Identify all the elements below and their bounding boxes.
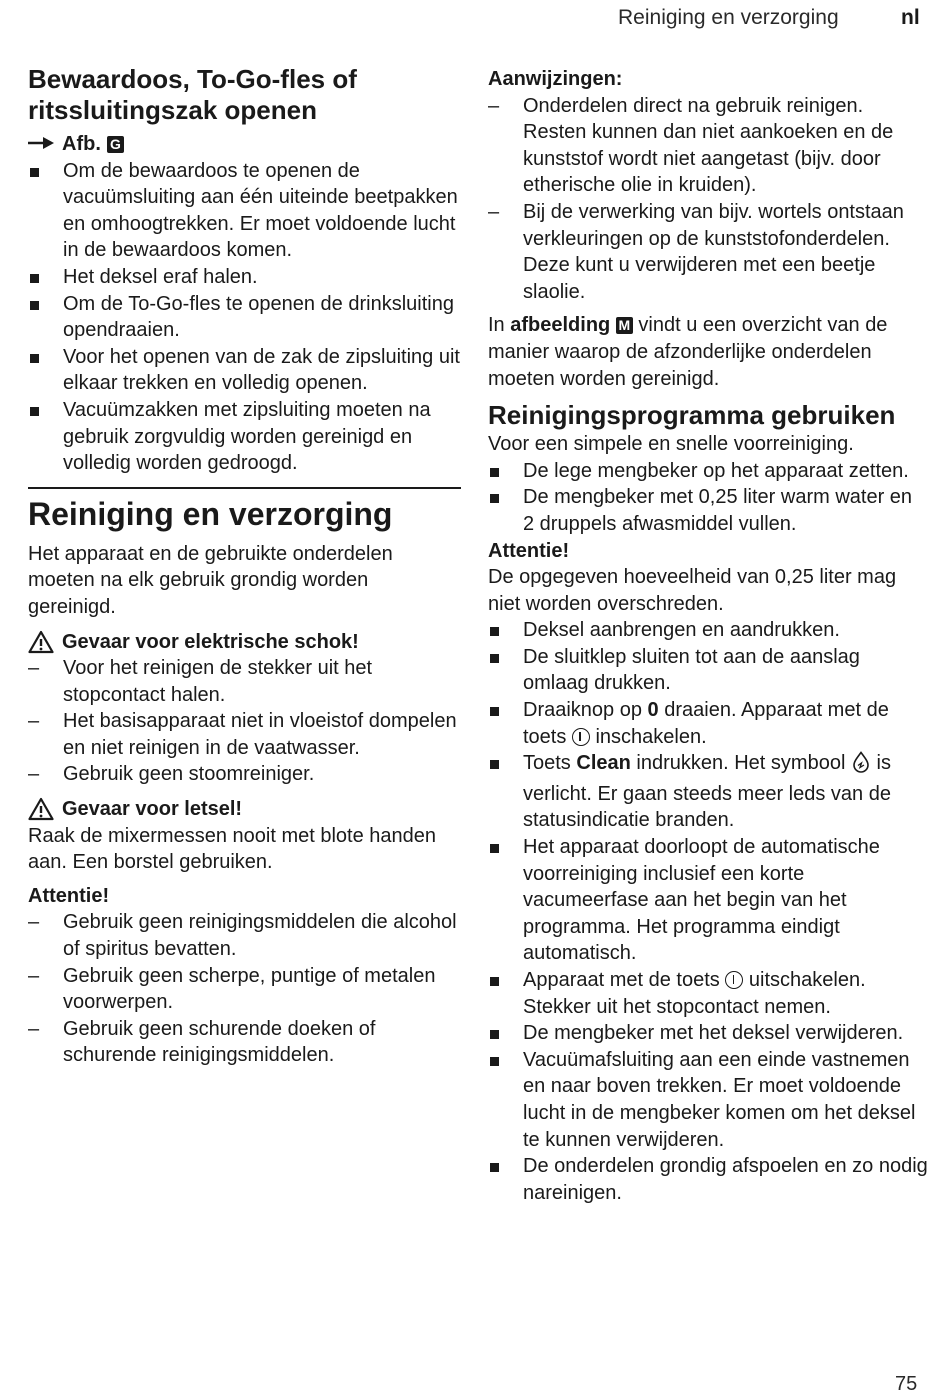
figure-letter-badge: G <box>107 136 124 153</box>
left-column <box>28 64 461 1069</box>
program-steps-b <box>488 617 928 1206</box>
dash-marker: – <box>28 763 40 786</box>
running-header-title: Reiniging en verzorging <box>618 6 839 29</box>
list-item: – Gebruik geen schurende doeken of schurende reinigingsmiddelen. <box>28 1017 376 1067</box>
figure-label: Afb. <box>62 133 101 155</box>
warning-triangle-icon <box>28 630 54 654</box>
list-item: Het apparaat doorloopt de automatische voorreiniging inclusief een korte vacumeerfase aan het begin van het programma. Het programma eindigt automatisch. <box>523 836 880 965</box>
attention-label: Attentie! <box>488 539 570 562</box>
attention-list <box>28 909 461 1069</box>
intro-text: Het apparaat en de gebruikte onderdelen moeten na elk gebruik grondig worden gereinigd. <box>28 542 393 618</box>
list-item: Toets Clean indrukken. Het symbool is verlicht. Er gaan steeds meer leds van de statusindicatie branden. <box>523 752 891 832</box>
right-column <box>488 66 928 1206</box>
list-item: – Het basisapparaat niet in vloeistof dompelen en niet reinigen in de vaatwasser. <box>28 710 457 759</box>
list-item: – Onderdelen direct na gebruik reinigen. Resten kunnen dan niet aankoeken en de kunststof wordt niet aangetast (bijv. door etherische olie in kruiden). <box>488 94 894 197</box>
list-item: De mengbeker met het deksel verwijderen. <box>523 1022 904 1045</box>
notes-label: Aanwijzingen: <box>488 68 623 90</box>
attention-text: De opgegeven hoeveelheid van 0,25 liter mag niet worden overschreden. <box>488 566 897 615</box>
dash-marker: – <box>488 94 500 117</box>
power-button-icon <box>572 728 590 746</box>
list-item: De onderdelen grondig afspoelen en zo nodig nareinigen. <box>523 1155 928 1204</box>
dash-marker: – <box>28 964 40 987</box>
list-item: Apparaat met de toets uitschakelen. Stekker uit het stopcontact nemen. <box>523 969 866 1018</box>
language-code: nl <box>901 6 920 29</box>
list-item: Voor het openen van de zak de zipsluiting uit elkaar trekken en volledig openen. <box>63 345 460 395</box>
program-heading: Reinigingsprogramma gebruiken <box>488 400 896 431</box>
dash-marker: – <box>28 710 40 733</box>
overview-paragraph: In afbeelding M vindt u een overzicht van de manier waarop de afzonderlijke onderdelen moeten worden gereinigd. <box>488 314 888 390</box>
program-steps-a <box>488 458 928 538</box>
page-number: 75 <box>895 1373 918 1395</box>
figure-reference <box>28 131 461 158</box>
warning-injury-heading: Gevaar voor letsel! <box>28 796 461 823</box>
figure-letter-badge: M <box>616 317 633 334</box>
dash-marker: – <box>28 1017 40 1040</box>
dash-marker: – <box>488 200 500 223</box>
injury-text: Raak de mixermessen nooit met blote handen aan. Een borstel gebruiken. <box>28 824 437 874</box>
list-item: De sluitklep sluiten tot aan de aanslag omlaag drukken. <box>523 645 860 695</box>
section-divider <box>28 487 461 489</box>
list-item: Vacuümzakken met zipsluiting moeten na gebruik zorgvuldig worden gereinigd en volledig worden gedroogd. <box>63 398 431 475</box>
list-item: De lege mengbeker op het apparaat zetten. <box>523 459 909 482</box>
list-item: Deksel aanbrengen en aandrukken. <box>523 619 840 642</box>
list-item: De mengbeker met 0,25 liter warm water en 2 druppels afwasmiddel vullen. <box>523 486 913 535</box>
attention-label: Attentie! <box>28 884 110 907</box>
clean-droplet-icon <box>851 751 871 781</box>
notes-list <box>488 93 928 306</box>
list-item: Vacuümafsluiting aan een einde vastnemen en naar boven trekken. Er moet voldoende lucht in de mengbeker komen om het deksel te kunnen verwijderen. <box>523 1048 916 1151</box>
open-steps-list <box>28 158 461 477</box>
list-item: – Voor het reinigen de stekker uit het stopcontact halen. <box>28 657 373 706</box>
arrow-right-icon <box>28 131 54 158</box>
dash-marker: – <box>28 657 40 680</box>
list-item: Om de bewaardoos te openen de vacuümsluiting aan één uiteinde beetpakken en omhoogtrekken. Er moet voldoende lucht in de bewaardoos komen. <box>63 159 458 262</box>
list-item: – Gebruik geen stoomreiniger. <box>28 761 461 788</box>
power-button-icon <box>725 971 743 989</box>
list-item: Om de To-Go-fles te openen de drinksluiting opendraaien. <box>63 292 454 342</box>
program-intro: Voor een simpele en snelle voorreiniging. <box>488 433 854 456</box>
list-item: – Gebruik geen reinigingsmiddelen die alcohol of spiritus bevatten. <box>28 911 457 961</box>
section-title: Reiniging en verzorging <box>28 495 393 532</box>
dash-marker: – <box>28 911 40 934</box>
warning-triangle-icon <box>28 797 54 821</box>
list-item: – Gebruik geen scherpe, puntige of metalen voorwerpen. <box>28 964 436 1014</box>
warning-shock-heading: Gevaar voor elektrische schok! <box>28 629 461 656</box>
list-item: – Bij de verwerking van bijv. wortels ontstaan verkleuringen op de kunststofonderdelen. Deze kunt u verwijderen met een beetje slaolie. <box>488 200 904 303</box>
list-item: Draaiknop op 0 draaien. Apparaat met de toets inschakelen. <box>523 699 889 748</box>
list-item: Het deksel eraf halen. <box>63 265 258 288</box>
open-heading: Bewaardoos, To-Go-fles of ritssluitingszak openen <box>28 64 357 125</box>
shock-list <box>28 655 461 788</box>
